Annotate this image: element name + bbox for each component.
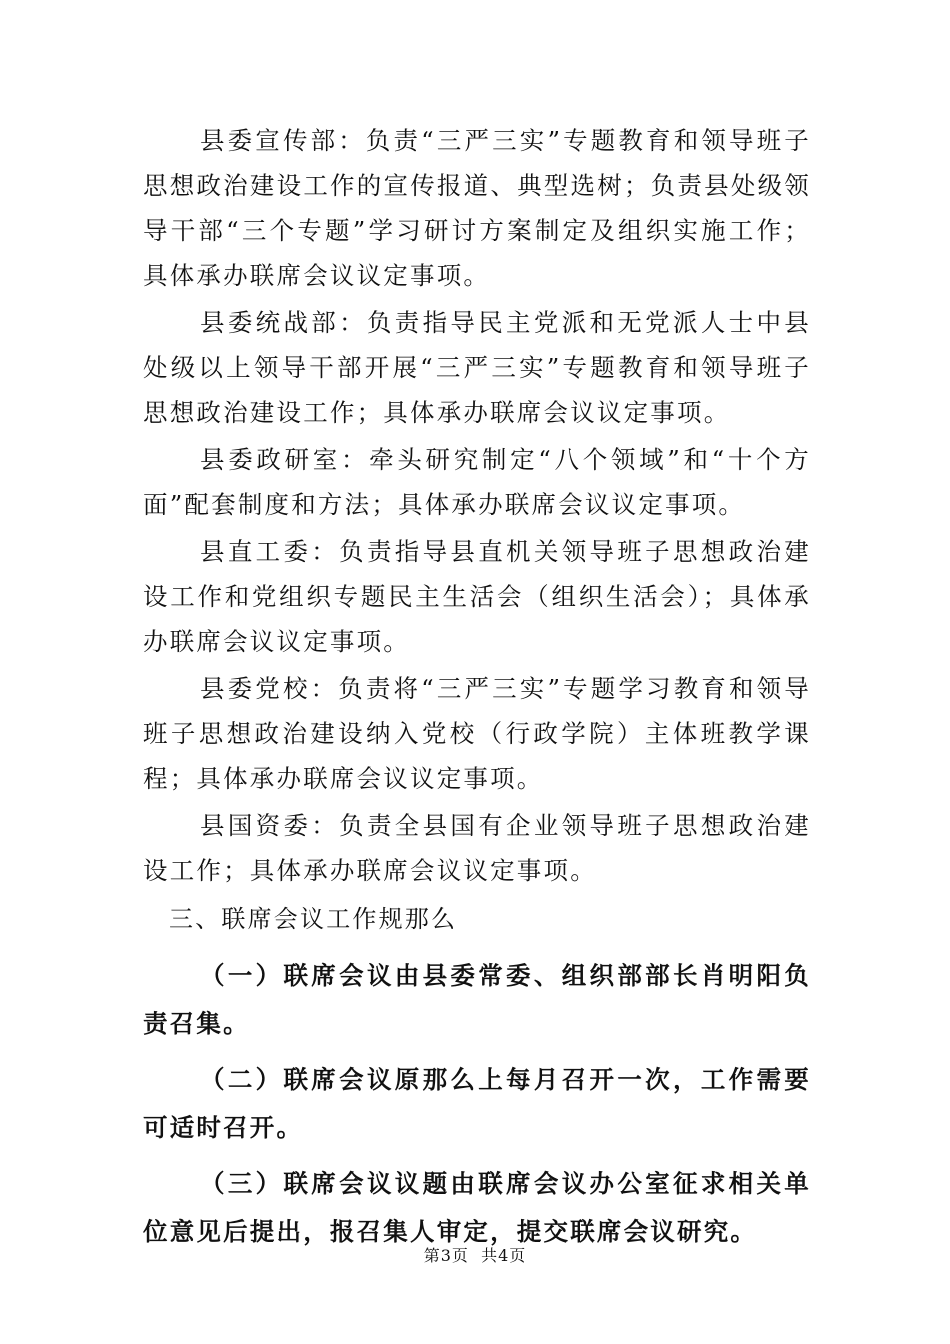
document-body [143, 118, 811, 1264]
rule-item-2: （二）联席会议原那么上每月召开一次，工作需要可适时召开。 [143, 1065, 811, 1142]
paragraph-propaganda-dept: 县委宣传部：负责“三严三实”专题教育和领导班子思想政治建设工作的宣传报道、典型选树；负责县处级领导干部“三个专题”学习研讨方案制定及组织实施工作；具体承办联席会议议定事项。 [143, 126, 811, 290]
paragraph-organs-work-committee: 县直工委：负责指导县直机关领导班子思想政治建设工作和党组织专题民主生活会（组织生活会）；具体承办联席会议议定事项。 [143, 537, 811, 656]
rule-item-1: （一）联席会议由县委常委、组织部部长肖明阳负责召集。 [143, 961, 811, 1038]
rule-item-3: （三）联席会议议题由联席会议办公室征求相关单位意见后提出，报召集人审定，提交联席会议研究。 [143, 1169, 811, 1246]
paragraph-policy-research-office: 县委政研室：牵头研究制定“八个领域”和“十个方面”配套制度和方法；具体承办联席会议议定事项。 [143, 445, 811, 519]
paragraph-party-school: 县委党校：负责将“三严三实”专题学习教育和领导班子思想政治建设纳入党校（行政学院）主体班教学课程；具体承办联席会议议定事项。 [143, 674, 811, 793]
page-footer [0, 1243, 950, 1266]
paragraph-sasac: 县国资委：负责全县国有企业领导班子思想政治建设工作；具体承办联席会议议定事项。 [143, 811, 811, 885]
paragraph-united-front-dept: 县委统战部：负责指导民主党派和无党派人士中县处级以上领导干部开展“三严三实”专题教育和领导班子思想政治建设工作；具体承办联席会议议定事项。 [143, 308, 811, 427]
page-number: 第3页 [423, 1246, 469, 1265]
section-heading: 三、联席会议工作规那么 [169, 905, 458, 933]
page-total: 共4页 [481, 1246, 527, 1265]
